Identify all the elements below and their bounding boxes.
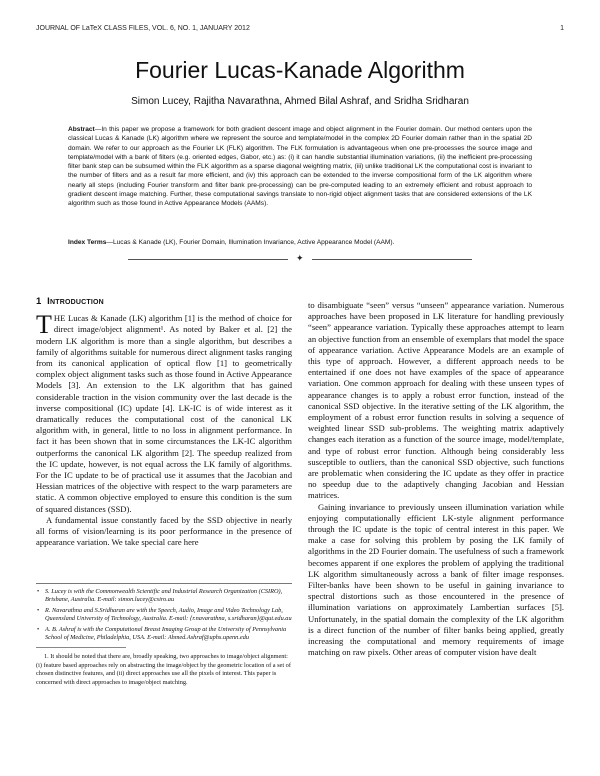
divider-line-right <box>312 259 472 260</box>
index-terms <box>68 238 532 247</box>
index-terms-label: Index Terms <box>68 239 107 246</box>
section-divider <box>128 255 472 265</box>
section-title: Introduction <box>47 296 104 307</box>
affiliation-item: • A. B. Ashraf is with the Computational Breast Imaging Group at the University of Pennsylvania School of Medicine, Philadelphia, USA. E-mail: Ahmed.Ashraf@uphs.upenn.edu <box>45 626 292 643</box>
footnote-rule <box>36 647 126 648</box>
page-number: 1 <box>560 25 564 32</box>
footnote-1: 1. It should be noted that there are, broadly speaking, two approaches to image/object alignment: (i) feature based approaches rely on abstracting the image/object by the geometric location of a set of chosen distinctive features, and (ii) direct approaches use all the pixels of interest. This paper is concerned with direct approaches to image/object matching. <box>36 653 291 686</box>
affiliation-item: • R. Navarathna and S.Sridharan are with the Speech, Audio, Image and Video Technology Lab, Queensland University of Technology, Australia. E-mail: {r.navarathna, s.sridharan}@qut.edu.au <box>45 607 292 624</box>
author-list: Simon Lucey, Rajitha Navarathna, Ahmed Bilal Ashraf, and Sridha Sridharan <box>131 96 469 107</box>
running-header <box>36 25 564 37</box>
intro-paragraph-1 <box>36 310 292 515</box>
journal-name: JOURNAL OF LaTeX CLASS FILES, VOL. 6, NO. 1, JANUARY 2012 <box>36 25 250 32</box>
drop-cap: T <box>36 310 52 340</box>
index-terms-text: —Lucas & Kanade (LK), Fourier Domain, Illumination Invariance, Active Appearance Model (AAM). <box>106 239 395 246</box>
intro-paragraph-2: A fundamental issue constantly faced by the SSD objective in nearly all forms of vision/learning is its poor performance in the presence of appearance variation. We take special care here <box>36 514 292 548</box>
section-heading <box>36 296 292 307</box>
right-column <box>308 300 564 659</box>
footnotes <box>36 588 292 687</box>
footnote-separator <box>36 583 292 584</box>
abstract-text: —In this paper we propose a framework for both gradient descent image and object alignment in the Fourier domain. Our method centers upon the classical Lucas & Kanade (LK) algorithm where we represent the source and template/model in the complex 2D Fourier domain rather than in the spatial 2D domain. We refer to our approach as the Fourier LK (FLK) algorithm. The FLK formulation is advantageous when one pre-processes the source image and template/model with a bank of filters (e.g. oriented edges, Gabor, etc.) as: (i) it can handle substantial illumination variations, (ii) the inefficient pre-processing filter bank step can be subsumed within the FLK algorithm as a sparse diagonal weighting matrix, (iii) unlike traditional LK the computational cost is invariant to the number of filters and as a result far more efficient, and (iv) this approach can be extended to the inverse compositional form of the LK algorithm where nearly all steps (including Fourier transform and filter bank pre-processing) can be pre-computed leading to an extremely efficient and robust approach to gradient descent image matching. Further, these computational savings translate to non-rigid object alignment tasks that are considered extensions of the LK algorithm such as those found in Active Appearance Models (AAMs). <box>68 126 532 208</box>
divider-diamond-icon: ✦ <box>296 254 304 264</box>
abstract <box>68 125 532 209</box>
affiliation-list <box>36 588 292 642</box>
intro-paragraph-1-text: Lucas & Kanade (LK) algorithm [1] is the method of choice for direct image/object alignment¹. As noted by Baker et al. [2] the modern LK algorithm is more than a single algorithm, but describes a family of algorithms suitable for numerous direct alignment tasks ranging from its canonical application of optical flow [1] to geometrically complex object alignment tasks such as those found in Active Appearance Models [3]. An extension to the LK algorithm that has gained considerable traction in the vision community over the last decade is the inverse compositional (IC) update [4]. LK-IC is of wide interest as it dramatically reduces the computational cost of the canonical LK algorithm with, in general, little to no loss in alignment performance. In fact it has been shown that in some circumstances the LK-IC algorithm outperforms the canonical LK algorithm [2]. The speedup realized from the IC update, however, is not equal across the LK family of algorithms. For the IC update to be of practical use it assumes that the Jacobian and Hessian matrices of the objective with respect to the warp parameters are static. A common objective employed to ensure this condition is the sum of squared distances (SSD). <box>36 313 292 514</box>
paper-title: Fourier Lucas-Kanade Algorithm <box>135 57 465 83</box>
abstract-label: Abstract <box>68 126 95 133</box>
affiliation-item: • S. Lucey is with the Commonwealth Scientific and Industrial Research Organization (CSIRO), Brisbane, Australia. E-mail: simon.lucey@csiro.au <box>45 588 292 605</box>
first-word-rest: HE <box>53 313 66 324</box>
divider-line-left <box>128 259 288 260</box>
section-number: 1 <box>36 296 42 307</box>
left-column <box>36 296 292 548</box>
right-paragraph-1: to disambiguate “seen” versus “unseen” appearance variation. Numerous approaches have been proposed in LK literature for handling previously “seen” appearance variation. Typically these approaches attempt to learn an objective function from an ensemble of exemplars that model the space of appearance variation. Active Appearance Models are an example of this type of approach. However, a different approach needs to be entertained if one does not have examples of the space of appearance variation. One common approach for dealing with these unseen types of appearance changes is to apply a robust error function, instead of the canonical SSD objective. In the iterative setting of the LK algorithm, the employment of a robust error function results in solving a sequence of weighted linear SSD sub-problems. The weighting matrix adaptively changes each iteration as a function of the source image, model/template, and type of robust error function. Although being considerably less susceptible to outliers, than the canonical SSD objective, such functions are problematic when considering the IC update as they offer in practice no speedup due to the adaptively changing Jacobian and Hessian matrices. <box>308 300 564 501</box>
right-paragraph-2: Gaining invariance to previously unseen illumination variation while enjoying computationally efficient LK-style alignment performance through the IC update is the topic of central interest in this paper. We make a case for solving this problem by posing the LK family of algorithms in the 2D Fourier domain. The usefulness of such a framework becomes apparent if one explores the problem of applying the traditional LK algorithm simultaneously across a bank of filter image responses. Filter-banks have been shown to be useful in gaining invariance to spectral distortions such as those encountered in the presence of illumination variations on approximately Lambertian surfaces [5]. Unfortunately, in the spatial domain the complexity of the LK algorithm is a direct function of the number of filter banks being applied, greatly increasing the computational and memory requirements of image matching on raw pixels. Other areas of computer vision have dealt <box>308 501 564 658</box>
